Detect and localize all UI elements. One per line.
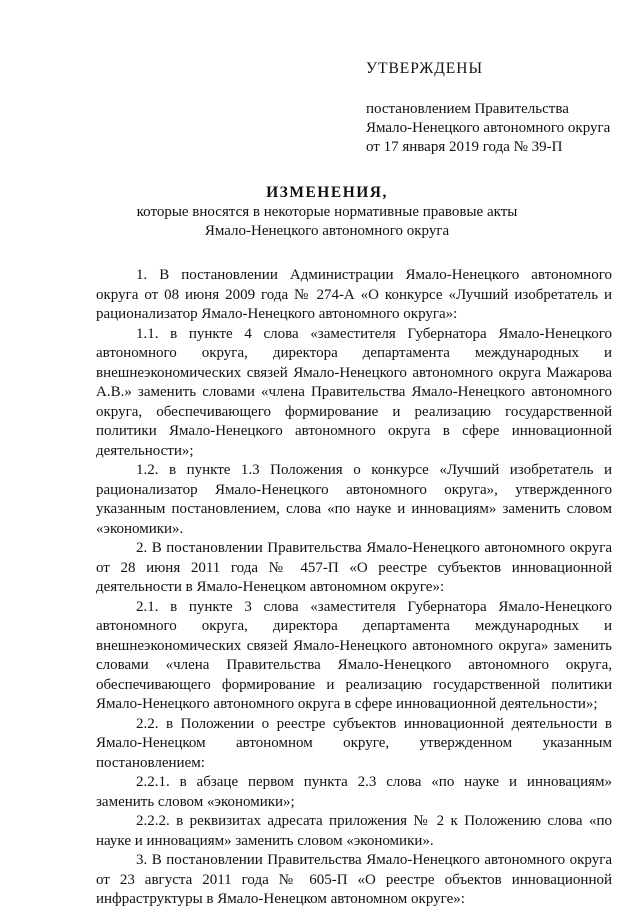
approval-line: Ямало-Ненецкого автономного округа <box>366 120 611 136</box>
paragraph: 2. В постановлении Правительства Ямало-Ненецкого автономного округа от 28 июня 2011 года № 457-П «О реестре субъектов инновационной деятельности в Ямало-Ненецком автономном округе»: <box>96 540 612 595</box>
heading-subtitle: Ямало-Ненецкого автономного округа <box>204 223 450 239</box>
paragraph: 3. В постановлении Правительства Ямало-Ненецкого автономного округа от 23 августа 2011 года № 605-П «О реестре объектов инновационной инфраструктуры в Ямало-Ненецком автономном округе»: <box>96 852 612 907</box>
paragraph: 2.1. в пункте 3 слова «заместителя Губернатора Ямало-Ненецкого автономного округа, директора департамента международных и внешнеэкономических связей Ямало-Ненецкого автономного округа» заменить словами «члена Правительства Ямало-Ненецкого автономного округа, обеспечивающего формирование и реализацию государственной политики Ямало-Ненецкого автономного округа в сфере инновационной деятельности»; <box>96 598 612 712</box>
document-body <box>96 266 612 910</box>
document-heading <box>96 184 558 241</box>
paragraph: 1.2. в пункте 1.3 Положения о конкурсе «Лучший изобретатель и рационализатор Ямало-Ненецкого автономного округа», утвержденного указанным постановлением, слова «по науке и инновациям» заменить словом «экономики». <box>96 462 612 537</box>
paragraph: 2.2.2. в реквизитах адресата приложения № 2 к Положению слова «по науке и инновациям» заменить словом «экономики». <box>96 813 612 849</box>
heading-subtitle: которые вносятся в некоторые нормативные правовые акты <box>136 204 518 220</box>
paragraph: 2.2. в Положении о реестре субъектов инновационной деятельности в Ямало-Ненецком автономном округе, утвержденном указанным постановлением: <box>96 715 612 771</box>
approval-block <box>366 60 626 157</box>
heading-title: ИЗМЕНЕНИЯ, <box>266 184 388 201</box>
paragraph: 1. В постановлении Администрации Ямало-Ненецкого автономного округа от 08 июня 2009 года № 274-А «О конкурсе «Лучший изобретатель и рационализатор Ямало-Ненецкого автономного округа»: <box>96 267 612 322</box>
approval-line: от 17 января 2019 года № 39-П <box>366 139 563 155</box>
paragraph: 2.2.1. в абзаце первом пункта 2.3 слова «по науке и инновациям» заменить словом «экономики»; <box>96 774 612 810</box>
approval-title: УТВЕРЖДЕНЫ <box>366 60 483 77</box>
paragraph: 1.1. в пункте 4 слова «заместителя Губернатора Ямало-Ненецкого автономного округа, директора департамента международных и внешнеэкономических связей Ямало-Ненецкого автономного округа Мажарова А.В.» заменить словами «члена Правительства Ямало-Ненецкого автономного округа, обеспечивающего формирование и реализацию государственной политики Ямало-Ненецкого автономного округа в сфере инновационной деятельности»; <box>96 325 612 459</box>
approval-line: постановлением Правительства <box>366 101 569 117</box>
